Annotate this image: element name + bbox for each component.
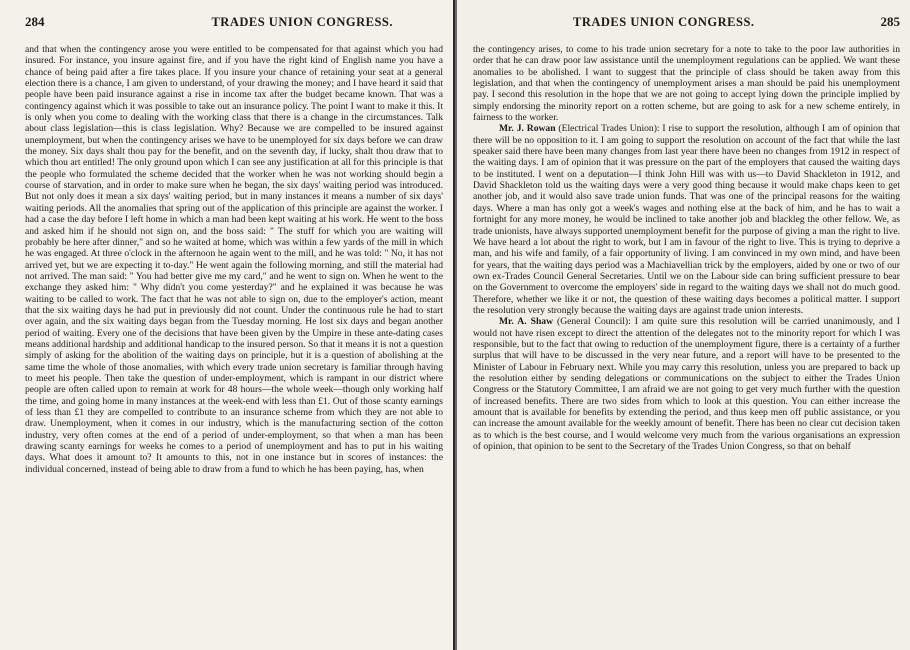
right-paragraph-continuation <box>473 44 900 123</box>
left-running-head: TRADES UNION CONGRESS. <box>211 15 393 29</box>
left-page-body <box>25 44 443 475</box>
right-page <box>457 0 910 650</box>
paragraph-text: (Electrical Trades Union): I rise to support the resolution, although I am of opinion that there will be no opposition to it. I am going to support the resolution on account of the fact that while the last speaker said there have been many changes from last year there have been no changes from 1912 in respect of the waiting days. I am of opinion that it was pressure on the part of the employers that caused the waiting days to be instituted. I went on a deputation—I think John Hill was with us—to David Shackleton in 1912, and David Shackleton told us the waiting days were a very good thing because it would make chaps keen to get another job, and it would also save trade union funds. That was one of the principal reasons for the waiting days. Where a man has only got a week's wages and nothing else at the back of him, and he has to wait a fortnight for any more money, he would be inclined to take another job and blackleg the other fellow. We, as trade unionists, have always supported unemployment benefit for the purpose of giving a man the right to live. We have heard a lot about the right to work, but I am in favour of the right to live. This is trying to deprive a man, and his wife and family, of a fair opportunity of living. I am convinced in my own mind, and have been for years, that the waiting days period was a Machiavellian trick by the employers, aided by one or two of our own ex-Trades Council General Secretaries. Until we on the Labour side can bring sufficient pressure to bear on the Government to overcome the employers' side in regard to the waiting days we shall not do much good. Therefore, whether we like it or not, the question of these waiting days becomes a political matter. I support the resolution very strongly because the waiting days are against trade union interests. <box>473 123 900 316</box>
left-page-header <box>25 0 443 29</box>
paragraph-text: (General Council): I am quite sure this resolution will be carried unanimously, and I would not have risen except to direct the attention of the delegates not to the minority report for which I was responsible, but to the fact that owing to reduction of the unemployment figure, there is a certainty of a further surplus that will have to be discussed in the very near future, and a report will have to be presented to the Minister of Labour in February next. While you may carry this resolution, unless you are prepared to back up the resolution either by sending delegations or communications on the subject to either the Trades Union Congress or the Statutory Committee, I am afraid we are not going to get very much further with the question of increased benefits. There are two sides from which to look at this question. You can either increase the amount that is available for benefits by extending the period, and thus keep men off public assistance, or you can increase the amount available for the weekly amount of benefit. There has been no clear cut decision taken as to which is the best course, and I would welcome very much from the various organisations an expression of opinion, that opinion to be sent to the Secretary of the Trades Union Congress, so that on behalf <box>473 316 900 453</box>
right-page-number: 285 <box>880 14 900 29</box>
left-paragraph: and that when the contingency arose you were entitled to be compensated for that against which you had insured. For instance, you insure against fire, and if you have the right kind of English name you have a chance of being paid after a fire takes place. If you insure your chance of retaining your seat at a general election there is a chance, I am given to understand, of your drawing the money; and I have heard it said that people have been paid insurance against a rise in income tax after the budget became known. That was a contingency against which it was possible to take out an insurance policy. The point I want to make it this. It is only when you come to dealing with the working class that there is a change in the circumstances. Talk about class legislation—this is class legislation. Why? Because we are compelled to be insured against unemployment, but when the contingency arises we have to be unemployed for six days before we can draw the money. Six days shalt thou pay for the benefit, and on the seventh day, if lucky, shalt thou draw that to which thou art entitled! The only ground upon which I can see any justification at all for this principle is that the people who formulated the scheme decided that the worker when he was not working should begin a course of starvation, and in order to make sure when he began, the six days' waiting period was introduced. But not only does it mean a six days' waiting period, but in many instances it means a number of six days' waiting periods. All the anomalies that spring out of the application of this principle are against the worker. I had a case the day before I left home in which a man had been kept waiting at his work. He went to the boss and asked him if he should not sign on, and the boss said: " The stuff for which you are waiting will probably be here after dinner," and so he waited at home, which was within a few yards of the mill in which he was engaged. At three o'clock in the afternoon he again went to the mill, and he was told: " No, it has not arrived yet, but we are expecting it to-day." He went again the following morning, and still the material had not arrived. The man said: " You had better give me my card," and he went to sign on. When he went to the exchange they asked him: " Why didn't you come yesterday?" and he explained it was because he was waiting to be called to work. The fact that he was not able to sign on, due to the employer's action, meant that the six waiting days he had put in previously did not count. Under the continuous rule he had to start over again, and the six waiting days began from the Tuesday morning. He lost six days and began another period of waiting. Every one of the decisions that have been given by the Umpire in these ante-dating cases means additional hardship and additional handicap to the insured person. So that it means it is not a question simply of asking for the abolition of the waiting days on principle, but it is a question of abolishing at the same time the whole of those anomalies, with which every trade union secretary is familiar through having to meet his people. Then take the question of under-employment, which is rampant in our district where people are often called upon to remain at work for 48 hours—the whole week—though only working half the time, and going home in many instances at the week-end with less than £1. Out of those scanty earnings of less than £1 they are compelled to contribute to an insurance scheme from which they are not able to draw. Unemployment, when it comes in our industry, which is the manufacturing section of the cotton industry, very often comes at the end of a period of under-employment, so that when a man has been drawing scanty earnings for weeks he comes to a period of unemployment and has to put in his waiting days. What does it amount to? It amounts to this, not in one instance but in scores of instances: the individual concerned, instead of being able to draw from a fund to which he has been paying, has, when <box>25 44 443 475</box>
right-paragraph-shaw <box>473 316 900 452</box>
right-running-head: TRADES UNION CONGRESS. <box>573 15 755 29</box>
speaker-name-shaw: Mr. A. Shaw <box>499 316 554 328</box>
right-page-header <box>473 0 900 29</box>
right-page-body <box>473 44 900 452</box>
left-page-number: 284 <box>25 14 45 29</box>
right-paragraph-rowan <box>473 123 900 316</box>
speaker-name-rowan: Mr. J. Rowan <box>499 123 556 135</box>
paragraph-text: the contingency arises, to come to his trade union secretary for a note to take to the poor law authorities in order that he can draw poor law assistance until the unemployment regulations can be applied. We want these anomalies to be abolished. I want to suggest that the principle of class should be taken away from this legislation, and that when the contingency of unemployment arises a man should be paid his unemployment pay. I second this resolution in the hope that we are not going to accept lying down the principle implied by simply endorsing the minority report on a rotten scheme, but are going to ask for a new scheme entirely, in fairness to the worker. <box>473 44 900 124</box>
